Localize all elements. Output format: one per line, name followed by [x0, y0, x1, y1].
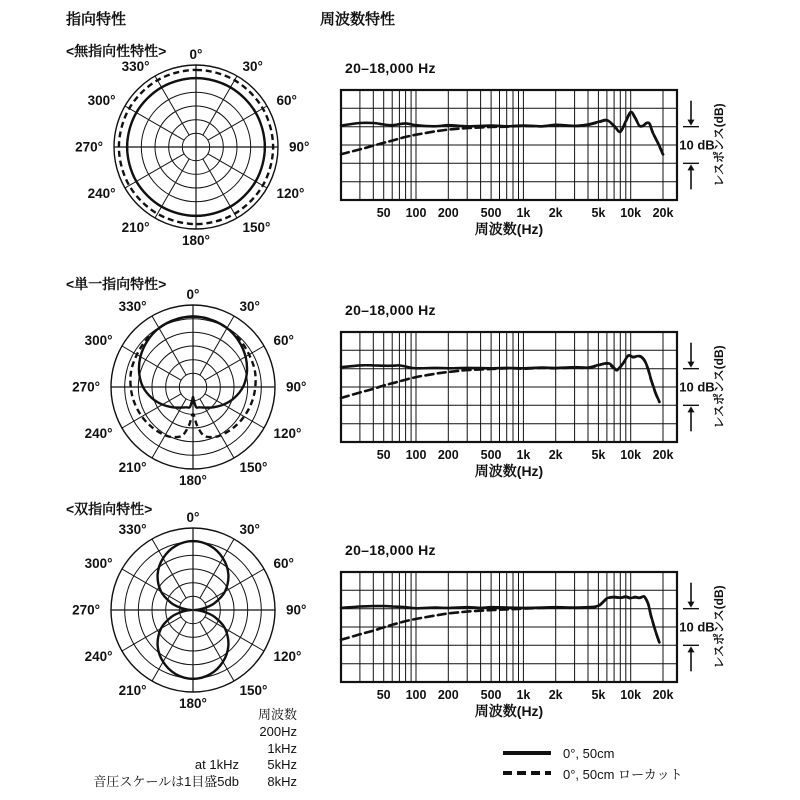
- freq-column-header: 周波数特性: [320, 11, 396, 28]
- legend-item: [503, 763, 683, 783]
- polar-angle-label: 60°: [276, 93, 297, 108]
- polar-label-cardioid: <単一指向特性>: [66, 276, 167, 292]
- polar-angle-label: 0°: [189, 47, 203, 62]
- polar-angle-label: 210°: [121, 220, 150, 235]
- freq-x-axis-label-3: 周波数(Hz): [474, 703, 544, 719]
- freq-range-title-2: 20–18,000 Hz: [345, 302, 436, 318]
- polar-angle-label: 300°: [84, 333, 113, 348]
- polar-angle-label: 90°: [286, 602, 307, 618]
- freq-x-tick-label: 100: [405, 206, 427, 220]
- freq-x-tick-label: 500: [480, 206, 502, 220]
- freq-x-tick-label: 10k: [620, 688, 642, 702]
- polar-angle-label: 60°: [273, 333, 294, 348]
- polar-angle-label: 180°: [182, 233, 210, 248]
- polar-column-header: 指向特性: [66, 11, 127, 28]
- polar-angle-label: 270°: [75, 139, 103, 155]
- freq-trace-dashed: [341, 597, 659, 643]
- polar-angle-label: 90°: [289, 139, 310, 155]
- polar-grid: [114, 65, 278, 229]
- freq-x-tick-label: 200: [437, 688, 459, 702]
- freq-x-tick-label: 20k: [652, 206, 674, 220]
- freq-x-tick-label: 5k: [591, 688, 606, 702]
- polar-label-omnidirectional: <無指向性特性>: [66, 43, 167, 59]
- footnote-left-text: 音圧スケールは1目盛5db: [93, 774, 239, 790]
- footnote-frequency-value: 1kHz: [267, 740, 297, 756]
- dashed-line-sample-icon: [503, 771, 551, 775]
- polar-angle-label: 270°: [72, 602, 100, 618]
- polar-grid: [111, 305, 275, 469]
- footnote-frequency-value: 200Hz: [259, 723, 297, 739]
- polar-angle-label: 240°: [84, 649, 113, 664]
- polar-angle-label: 60°: [273, 556, 294, 571]
- freq-x-tick-label: 50: [376, 448, 391, 462]
- freq-trace-solid: [341, 112, 663, 154]
- freq-trace-dashed: [341, 356, 659, 402]
- freq-x-tick-label: 200: [437, 206, 459, 220]
- polar-angle-label: 120°: [276, 186, 305, 201]
- scale-bracket: [679, 343, 714, 432]
- polar-chart-omnidirectional: [62, 47, 332, 251]
- scale-bracket: [679, 101, 714, 190]
- polar-angle-label: 240°: [84, 426, 113, 441]
- footnote-frequency-value: 5kHz: [267, 757, 297, 773]
- polar-angle-label: 90°: [286, 379, 307, 395]
- solid-line-sample-icon: [503, 751, 551, 755]
- freq-x-tick-label: 100: [405, 448, 427, 462]
- freq-x-tick-label: 2k: [548, 448, 563, 462]
- footnote-frequency-value: 8kHz: [267, 774, 297, 790]
- freq-x-ticks: [377, 206, 674, 220]
- footnote-row: [56, 774, 297, 791]
- polar-angle-label: 30°: [239, 522, 260, 537]
- polar-chart-cardioid: [59, 287, 329, 491]
- freq-x-tick-label: 10k: [620, 448, 642, 462]
- polar-chart-bidirectional: [59, 510, 329, 714]
- freq-x-axis-label-2: 周波数(Hz): [474, 463, 544, 479]
- polar-angle-label: 330°: [118, 522, 147, 537]
- freq-x-tick-label: 500: [480, 688, 502, 702]
- freq-x-axis-label-1: 周波数(Hz): [474, 221, 544, 237]
- polar-angle-label: 330°: [118, 299, 147, 314]
- footnote-row: [56, 724, 297, 741]
- freq-trace-solid: [341, 596, 659, 642]
- polar-angle-label: 180°: [179, 696, 207, 711]
- polar-angle-label: 210°: [118, 683, 147, 698]
- legend-label: 0°, 50cm ローカット: [563, 766, 683, 782]
- polar-angle-label: 0°: [186, 287, 200, 302]
- freq-x-tick-label: 1k: [516, 448, 531, 462]
- freq-x-tick-label: 50: [376, 206, 391, 220]
- freq-x-tick-label: 5k: [591, 206, 606, 220]
- freq-grid: [341, 90, 677, 200]
- freq-trace-dashed: [341, 113, 663, 155]
- freq-range-title-3: 20–18,000 Hz: [345, 542, 436, 558]
- polar-angle-label: 210°: [118, 460, 147, 475]
- freq-x-tick-label: 2k: [548, 206, 563, 220]
- scale-label: 10 dB: [679, 619, 715, 635]
- footnote-row: [56, 741, 297, 758]
- polar-angle-label: 150°: [239, 460, 268, 475]
- freq-x-ticks: [377, 448, 674, 462]
- footnote-frequency-value: 周波数: [257, 707, 297, 722]
- polar-angle-label: 0°: [186, 510, 200, 525]
- polar-angle-label: 300°: [84, 556, 113, 571]
- polar-angle-label: 240°: [87, 186, 116, 201]
- polar-angle-label: 150°: [242, 220, 271, 235]
- freq-x-tick-label: 20k: [652, 688, 674, 702]
- scale-bracket: [679, 583, 714, 672]
- freq-x-tick-label: 200: [437, 448, 459, 462]
- curve-legend: [503, 743, 683, 783]
- polar-angle-label: 330°: [121, 59, 150, 74]
- polar-angle-label: 120°: [273, 649, 302, 664]
- freq-x-ticks: [377, 688, 674, 702]
- footnote-left-text: [56, 707, 251, 724]
- legend-item: [503, 743, 683, 763]
- freq-y-axis-label: レスポンス(dB): [712, 345, 726, 429]
- freq-x-tick-label: 100: [405, 688, 427, 702]
- polar-label-bidirectional: <双指向特性>: [66, 501, 153, 517]
- freq-range-title-1: 20–18,000 Hz: [345, 60, 436, 76]
- freq-x-tick-label: 10k: [620, 206, 642, 220]
- freq-x-tick-label: 1k: [516, 688, 531, 702]
- polar-angle-label: 120°: [273, 426, 302, 441]
- freq-y-axis-label: レスポンス(dB): [712, 103, 726, 187]
- polar-angle-label: 270°: [72, 379, 100, 395]
- freq-grid: [341, 572, 677, 682]
- polar-angle-label: 30°: [242, 59, 263, 74]
- freq-response-chart-2: [335, 324, 735, 464]
- polar-grid: [111, 528, 275, 692]
- freq-x-tick-label: 2k: [548, 688, 563, 702]
- polar-angle-label: 300°: [87, 93, 116, 108]
- polar-angle-label: 180°: [179, 473, 207, 488]
- freq-response-chart-3: [335, 564, 735, 704]
- freq-x-tick-label: 50: [376, 688, 391, 702]
- footnote-left-text: [56, 724, 251, 741]
- freq-response-chart-1: [335, 82, 735, 222]
- freq-x-tick-label: 500: [480, 448, 502, 462]
- polar-angle-label: 30°: [239, 299, 260, 314]
- freq-trace-solid: [341, 355, 659, 401]
- legend-label: 0°, 50cm: [563, 745, 615, 761]
- polar-angle-label: 150°: [239, 683, 268, 698]
- scale-footnote: [56, 707, 297, 791]
- freq-y-axis-label: レスポンス(dB): [712, 585, 726, 669]
- freq-x-tick-label: 5k: [591, 448, 606, 462]
- freq-x-tick-label: 1k: [516, 206, 531, 220]
- footnote-row: [56, 757, 297, 774]
- freq-grid: [341, 332, 677, 442]
- scale-label: 10 dB: [679, 137, 715, 153]
- footnote-left-text: [56, 741, 251, 758]
- footnote-left-text: at 1kHz: [194, 757, 239, 773]
- scale-label: 10 dB: [679, 379, 715, 395]
- footnote-row: [56, 707, 297, 724]
- freq-x-tick-label: 20k: [652, 448, 674, 462]
